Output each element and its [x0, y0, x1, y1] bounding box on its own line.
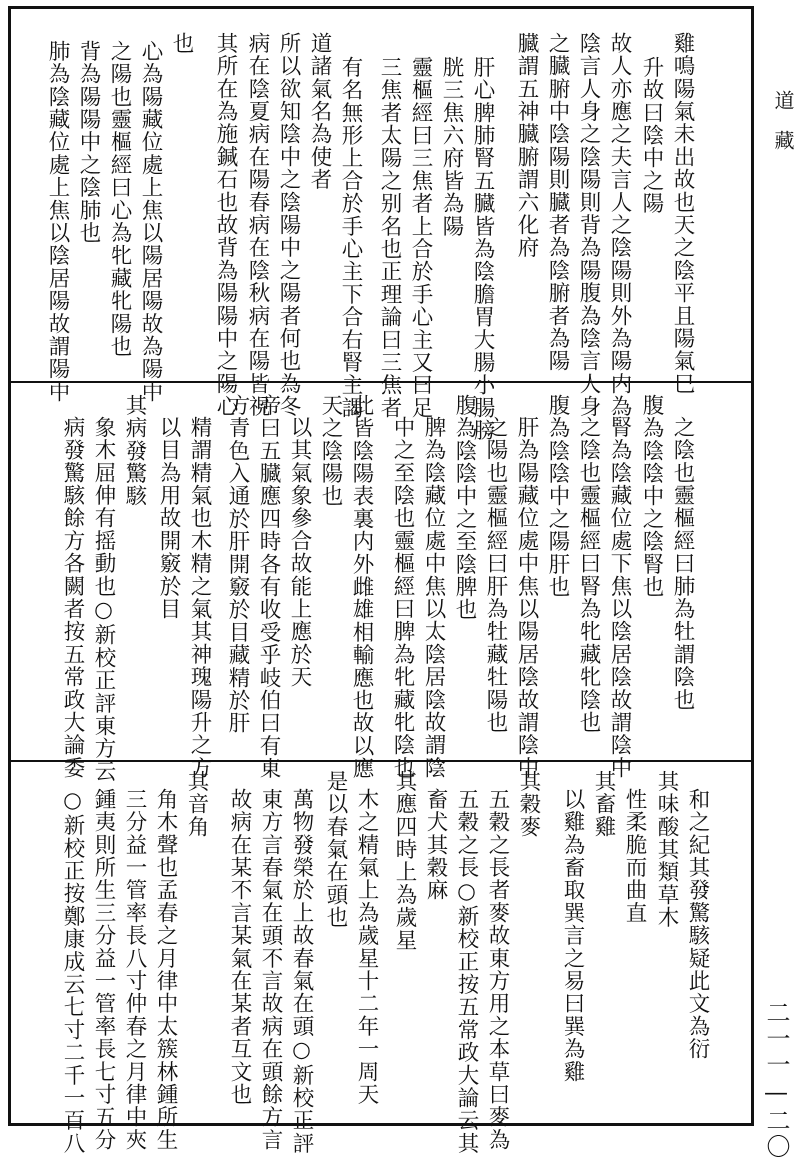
text-column: 故人亦應之夫言人之陰陽則外為陽内為 [607, 32, 632, 418]
text-column: 其畜雞 [591, 770, 616, 839]
text-column: 心為陽藏位處上焦以陽居陽故為陽中 [138, 40, 163, 404]
text-column: 病在陰夏病在陽春病在陰秋病在陽皆視 [245, 32, 270, 418]
text-column: 天之陰陽也 [318, 394, 343, 508]
text-column: 性柔脆而曲直 [622, 788, 647, 925]
text-column: 之陰也靈樞經曰腎為牝藏牝陰也 [576, 416, 601, 734]
text-column: 腹為陰陰中之至陰脾也 [452, 394, 477, 621]
text-column: 其所在為施鍼石也故背為陽陽中之陽心 [213, 32, 238, 418]
text-column: 木之精氣上為歲星十二年一周天 [354, 788, 379, 1106]
text-column: 此皆陰陽表裏内外雌雄相輸應也故以應 [349, 394, 374, 780]
text-column: 故病在某不言某氣在某者互文也 [227, 788, 252, 1106]
text-column: 鍾夷則所生三分益一管率長七寸五分 [91, 788, 116, 1152]
text-column: 道諸氣名為使者 [307, 32, 332, 191]
text-column: 之陽也靈樞經曰心為牝藏牝陽也 [107, 40, 132, 358]
text-column: 以目為用故開竅於目 [156, 416, 181, 621]
text-column: 脾為陰藏位處中焦以太陰居陰故謂陰 [421, 416, 446, 780]
panel-divider-2 [8, 760, 754, 762]
text-column: 之陰也靈樞經曰肺為牡謂陰也 [670, 416, 695, 712]
text-column: 胱三焦六府皆為陽 [439, 56, 464, 238]
text-column: 是以春氣在頭也 [323, 770, 348, 929]
text-column: 其病發驚駭 [122, 394, 147, 508]
text-column: 肺為陰藏位處上焦以陰居陽故謂陽中 [45, 40, 70, 404]
text-column: 三分益一管率長八寸仲春之月律中夾 [122, 788, 147, 1152]
text-column: 肝為陽藏位處中焦以陽居陰故謂陰中 [514, 416, 539, 780]
text-column: 所以欲知陰中之陰陽中之陽者何也為冬 [276, 32, 301, 418]
text-column: 有名無形上合於手心主下合右腎主謁 [338, 56, 363, 420]
text-column: 腎為陰藏位處下焦以陰居陰故謂陰中 [607, 416, 632, 780]
text-column: 象木屈伸有摇動也○新校正評東方云 [91, 416, 116, 783]
text-column: 其穀麥 [516, 770, 541, 839]
text-column: 背為陽陽中之陰肺也 [76, 40, 101, 245]
text-column: 其音角 [184, 770, 209, 839]
text-column: 陰言人身之陰陽則背為陽腹為陰言人身 [576, 32, 601, 418]
text-column: 東方言春氣在頭不言故病在頭餘方言 [258, 788, 283, 1152]
text-column: 角木聲也孟春之月律中太簇林鍾所生 [153, 788, 178, 1152]
text-column: 其應四時上為歲星 [392, 770, 417, 952]
text-column: 三焦者太陽之别名也正理論曰三焦者 [377, 56, 402, 420]
text-column: 方青色入通於肝開竅於目藏精於肝 [225, 394, 250, 735]
text-column: 腹為陰陰中之陽肝也 [545, 394, 570, 599]
text-column: 雞鳴陽氣未出故也天之陰平且陽氣巳 [670, 32, 695, 396]
text-column: 萬物發榮於上故春氣在頭○新校正評 [289, 788, 314, 1155]
text-column: 帝曰五臓應四時各有收受乎岐伯曰有東 [256, 394, 281, 780]
text-column: 也 [169, 32, 194, 55]
text-column: 之臓腑中陰陽則臓者為陰腑者為陽 [545, 32, 570, 373]
text-column: 升故曰陰中之陽 [639, 56, 664, 215]
text-column: 病發驚駭餘方各闕者按五常政大論委 [60, 416, 85, 780]
text-column: 靈樞經曰三焦者上合於手心主又曰足 [408, 56, 433, 420]
text-column: 之陽也靈樞經曰肝為牡藏牡陽也 [483, 416, 508, 734]
text-column: 腹為陰陰中之陰腎也 [639, 394, 664, 599]
text-column: 和之紀其發驚駭疑此文為衍 [685, 788, 710, 1061]
text-column: 畜犬其穀麻 [423, 788, 448, 902]
text-column: 中之至陰也靈樞經曰脾為牝藏牝陰也 [390, 416, 415, 780]
book-title: 道藏 [771, 90, 795, 170]
text-column: ○新校正按鄭康成云七寸二千一百八 [60, 788, 85, 1155]
text-column: 其味酸其類草木 [654, 770, 679, 929]
text-column: 肝心脾肺腎五臓皆為陰膽胃大腸小腸膀 [470, 56, 495, 442]
page-number: 二一一—二〇 [762, 1000, 790, 1160]
text-column: 五穀之長○新校正按五常政大論云其 [454, 788, 479, 1155]
text-column: 臓謂五神臓腑謂六化府 [514, 32, 539, 259]
text-column: 精謂精氣也木精之氣其神瑰陽升之方 [187, 416, 212, 780]
text-column: 以其氣象參合故能上應於天 [287, 416, 312, 689]
text-column: 五穀之長者麥故東方用之本草曰麥為 [485, 788, 510, 1152]
text-column: 以雞為畜取巽言之易曰巽為雞 [560, 788, 585, 1084]
